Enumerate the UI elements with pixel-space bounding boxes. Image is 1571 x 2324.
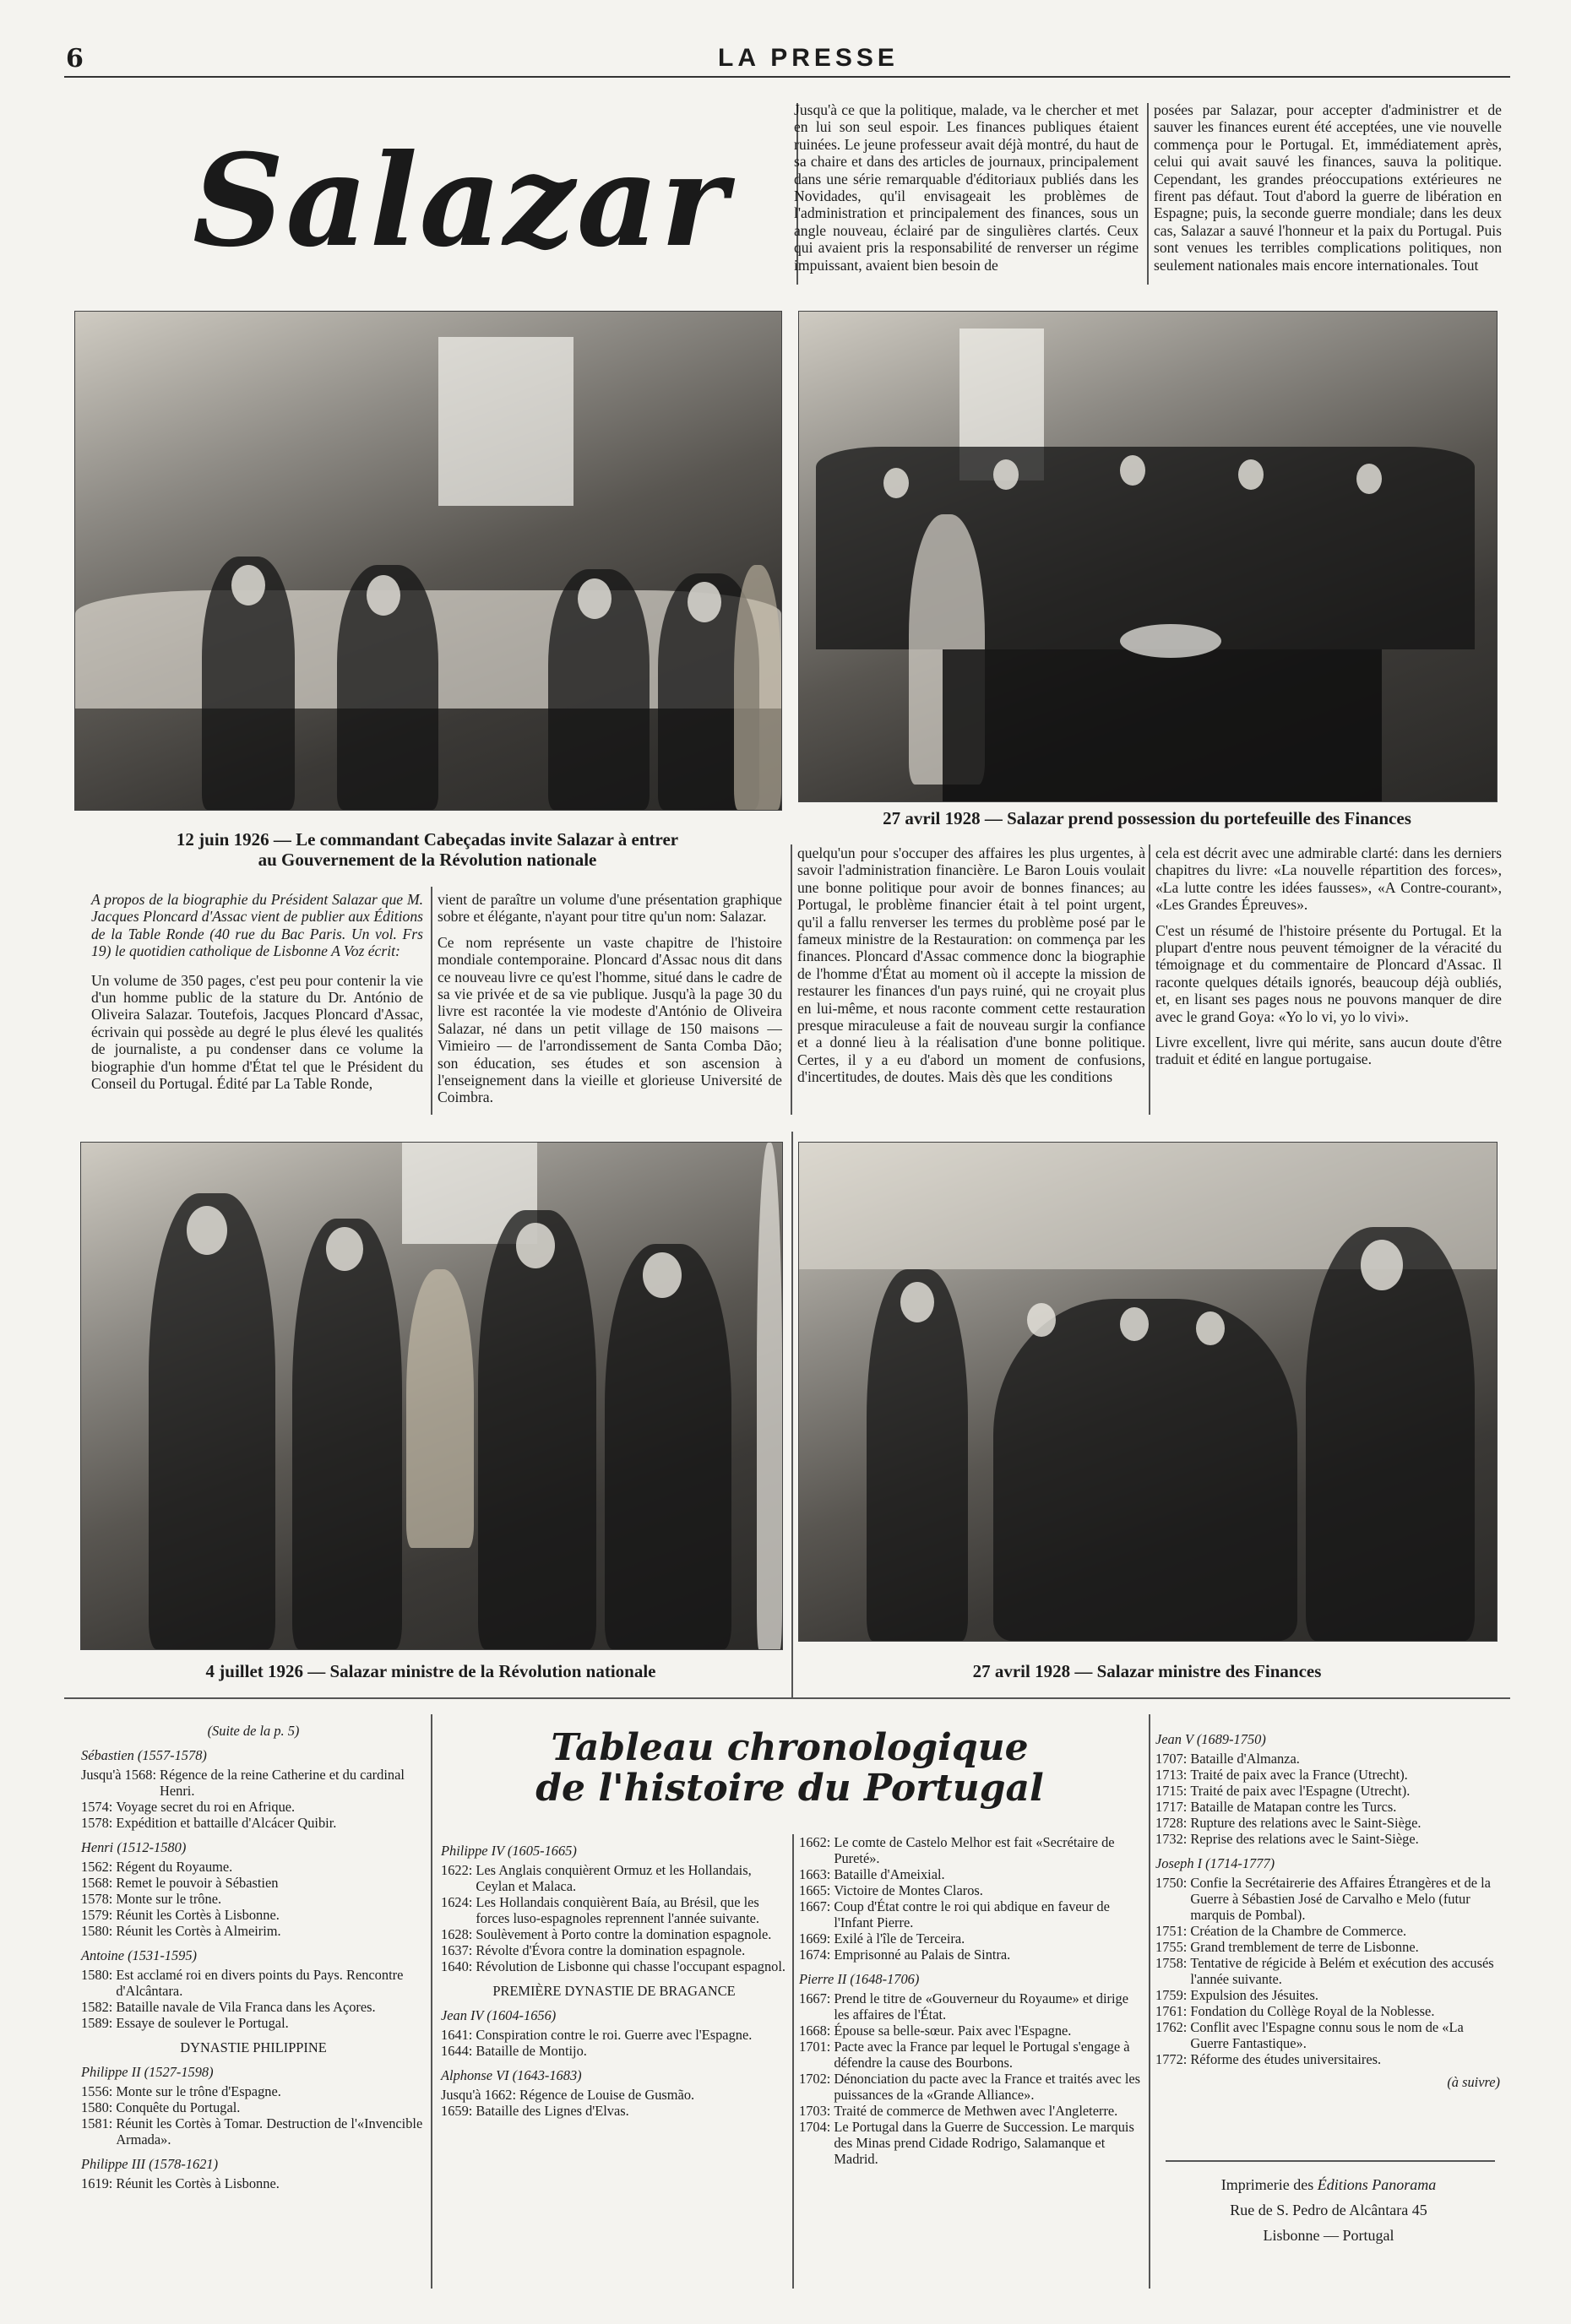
entry-text: Épouse sa belle-sœur. Paix avec l'Espagne. bbox=[834, 2023, 1072, 2039]
chronology-entry bbox=[799, 2023, 1142, 2039]
entry-year: 1582: bbox=[81, 1999, 113, 2015]
chronology-entry bbox=[1155, 1815, 1500, 1831]
imprint-rule bbox=[1166, 2160, 1495, 2162]
chronology-entry bbox=[81, 2083, 426, 2099]
entry-text: Monte sur le trône d'Espagne. bbox=[116, 2083, 281, 2099]
entry-text: Prend le titre de «Gouverneur du Royaume» et dirige les affaires de l'État. bbox=[834, 1990, 1128, 2023]
chronology-entry bbox=[1155, 1831, 1500, 1847]
chronology-col4 bbox=[1155, 1723, 1500, 2090]
chronology-heading: Philippe II (1527-1598) bbox=[81, 2064, 214, 2080]
column-rule bbox=[791, 1132, 793, 1697]
entry-text: Traité de commerce de Methwen avec l'Angleterre. bbox=[834, 2103, 1118, 2119]
entry-year: 1750: bbox=[1155, 1875, 1188, 1891]
entry-year: 1663: bbox=[799, 1866, 831, 1882]
to-follow-note: (à suivre) bbox=[1447, 2074, 1500, 2090]
imprint bbox=[1155, 2172, 1502, 2248]
imprint-line: Imprimerie des Éditions Panorama bbox=[1220, 2176, 1437, 2193]
chronology-entry bbox=[799, 1930, 1142, 1947]
entry-year: 1644: bbox=[441, 2043, 473, 2059]
chronology-col3 bbox=[799, 1834, 1142, 2167]
chronology-heading: Jean IV (1604-1656) bbox=[441, 2007, 557, 2023]
entry-text: Tentative de régicide à Belém et exécution des accusés l'année suivante. bbox=[1190, 1955, 1494, 1987]
chronology-entry bbox=[441, 2087, 787, 2103]
paragraph: cela est décrit avec une admirable clarté: dans les derniers chapitres du livre: «La nouvelle répartition des forces», «La lutte contre les idées fausses», «A Contre-courant», «Les Grandes Épreuves». bbox=[1155, 844, 1502, 914]
chronology-entries bbox=[441, 1843, 787, 2119]
top-text-col2 bbox=[1154, 101, 1502, 282]
photo-finances-ceremony bbox=[798, 311, 1498, 802]
page-number: 6 bbox=[66, 44, 84, 73]
entry-text: Grand tremblement de terre de Lisbonne. bbox=[1190, 1939, 1419, 1955]
entry-year: 1667: bbox=[799, 1898, 831, 1914]
newspaper-name: LA PRESSE bbox=[718, 44, 899, 72]
continued-note: (Suite de la p. 5) bbox=[207, 1723, 300, 1739]
entry-year: 1640: bbox=[441, 1958, 473, 1974]
entry-year: 1668: bbox=[799, 2023, 831, 2039]
article-intro: A propos de la biographie du Président Salazar que M. Jacques Ploncard d'Assac vient de publier aux Éditions de la Table Ronde (40 rue du Bac Paris. Un vol. Frs 19) le quotidien catholique de Lisbonne A Voz écrit: bbox=[91, 891, 423, 960]
entry-text: Bataille de Matapan contre les Turcs. bbox=[1190, 1799, 1397, 1815]
photo-minister-revolution bbox=[80, 1142, 783, 1650]
chronology-entry bbox=[81, 1799, 426, 1815]
imprint-line: Lisbonne — Portugal bbox=[1263, 2227, 1394, 2244]
entry-text: Les Hollandais conquièrent Baía, au Brésil, que les forces luso-espagnoles reprennent l'année suivante. bbox=[476, 1894, 759, 1926]
chronology-entry bbox=[81, 1923, 426, 1939]
entry-year: 1562: bbox=[81, 1859, 113, 1875]
chronology-entry bbox=[81, 1767, 426, 1799]
entry-year: Jusqu'à 1662: bbox=[441, 2087, 517, 2103]
chronology-entry bbox=[799, 1866, 1142, 1882]
chronology-entry bbox=[81, 1859, 426, 1875]
entry-year: 1579: bbox=[81, 1907, 113, 1923]
chronology-entry bbox=[81, 1967, 426, 1999]
photo-cabecadas-salazar bbox=[74, 311, 782, 811]
entry-text: Bataille d'Almanza. bbox=[1190, 1751, 1300, 1767]
entry-year: 1578: bbox=[81, 1891, 113, 1907]
chronology-entry bbox=[441, 2027, 787, 2043]
entry-year: 1762: bbox=[1155, 2019, 1188, 2035]
section-rule bbox=[64, 1697, 1510, 1699]
entry-year: 1669: bbox=[799, 1930, 831, 1947]
entry-year: 1578: bbox=[81, 1815, 113, 1831]
entry-text: Réforme des études universitaires. bbox=[1190, 2051, 1382, 2067]
chronology-heading: Pierre II (1648-1706) bbox=[799, 1971, 920, 1987]
chronology-heading: DYNASTIE PHILIPPINE bbox=[180, 2039, 327, 2055]
chronology-heading: Sébastien (1557-1578) bbox=[81, 1747, 207, 1763]
column-rule bbox=[1147, 103, 1149, 285]
chronology-entry bbox=[441, 1926, 787, 1942]
entry-text: Réunit les Cortès à Tomar. Destruction de l'«Invencible Armada». bbox=[116, 2115, 423, 2148]
entry-text: Le Portugal dans la Guerre de Succession. Le marquis des Minas prend Cidade Rodrigo, Salamanque et Madrid. bbox=[834, 2119, 1134, 2167]
chronology-entries bbox=[799, 1834, 1142, 2167]
entry-text: Réunit les Cortès à Lisbonne. bbox=[116, 1907, 280, 1923]
chronology-entry bbox=[81, 2175, 426, 2191]
chronology-entry bbox=[1155, 1767, 1500, 1783]
entry-text: Conquête du Portugal. bbox=[116, 2099, 241, 2115]
entry-year: 1659: bbox=[441, 2103, 473, 2119]
chronology-heading: Alphonse VI (1643-1683) bbox=[441, 2067, 582, 2083]
entry-year: 1624: bbox=[441, 1894, 473, 1910]
chronology-entry bbox=[441, 2043, 787, 2059]
chronology-entry bbox=[1155, 2019, 1500, 2051]
entry-text: Révolution de Lisbonne qui chasse l'occupant espagnol. bbox=[476, 1958, 786, 1974]
entry-year: 1568: bbox=[81, 1875, 113, 1891]
entry-text: Coup d'État contre le roi qui abdique en faveur de l'Infant Pierre. bbox=[834, 1898, 1110, 1930]
entry-year: 1755: bbox=[1155, 1939, 1188, 1955]
entry-text: Bataille navale de Vila Franca dans les Açores. bbox=[116, 1999, 376, 2015]
chronology-heading: Philippe III (1578-1621) bbox=[81, 2156, 219, 2172]
entry-text: Traité de paix avec la France (Utrecht). bbox=[1190, 1767, 1408, 1783]
paragraph: Jusqu'à ce que la politique, malade, va le chercher et met en lui son seul espoir. Les finances publiques étaient ruinées. Le jeune professeur avait déjà montré, du haut de sa chaire et dans des articles de journaux, principalement dans une série remarquable d'éditoriaux publiés dans les Novidades, qu'il envisageait les problèmes de l'administration et principalement des finances, sous un angle nouveau, éclairé par de singulières clartés. Ceux qui avaient pris la responsabilité de renverser un régime impuissant, avaient bien besoin de bbox=[794, 101, 1139, 274]
entry-text: Régent du Royaume. bbox=[116, 1859, 233, 1875]
chronology-entry bbox=[799, 1834, 1142, 1866]
entry-year: 1707: bbox=[1155, 1751, 1188, 1767]
entry-year: 1574: bbox=[81, 1799, 113, 1815]
paragraph: posées par Salazar, pour accepter d'administrer et de sauver les finances eurent été acceptées, une vie nouvelle commença pour le Portugal. Et, immédiatement après, celui qui avait sauvé les finances, sauva la politique. Cependant, les grandes préoccupations extérieures ne firent pas défaut. Tout d'abord la guerre de libération en Espagne; puis, la seconde guerre mondiale; dans les deux cas, Salazar a sauvé l'honneur et la paix du Portugal. Puis sont venues les terribles complications politiques, non seulement nationales mais encore internationales. Tout bbox=[1154, 101, 1502, 274]
entry-year: 1758: bbox=[1155, 1955, 1188, 1971]
entry-year: 1772: bbox=[1155, 2051, 1188, 2067]
chronology-heading: Philippe IV (1605-1665) bbox=[441, 1843, 577, 1859]
chronology-entry bbox=[1155, 1875, 1500, 1923]
entry-year: 1713: bbox=[1155, 1767, 1188, 1783]
entry-year: 1556: bbox=[81, 2083, 113, 2099]
chronology-entry bbox=[1155, 2003, 1500, 2019]
article-col2 bbox=[438, 891, 782, 1115]
entry-year: 1715: bbox=[1155, 1783, 1188, 1799]
entry-text: Régence de Louise de Gusmão. bbox=[519, 2087, 695, 2103]
chronology-entry bbox=[1155, 1955, 1500, 1987]
entry-text: Les Anglais conquièrent Ormuz et les Hollandais, Ceylan et Malaca. bbox=[476, 1862, 752, 1894]
entry-year: 1751: bbox=[1155, 1923, 1188, 1939]
entry-year: Jusqu'à 1568: bbox=[81, 1767, 157, 1783]
column-rule bbox=[792, 1834, 794, 2289]
entry-text: Conspiration contre le roi. Guerre avec l'Espagne. bbox=[476, 2027, 753, 2043]
page-title: Salazar bbox=[193, 127, 730, 275]
chronology-entry bbox=[799, 1990, 1142, 2023]
chronology-entry bbox=[81, 1891, 426, 1907]
entry-year: 1674: bbox=[799, 1947, 831, 1963]
column-rule bbox=[791, 844, 792, 1115]
paragraph: Ce nom représente un vaste chapitre de l'histoire mondiale contemporaine. Ploncard d'Assac nous dit dans ce nouveau livre ce qu'est l'homme, situé dans le cadre de sa vie privée et de sa vie publique. Jusqu'à la page 30 du livre est racontée la vie modeste d'António de Oliveira Salazar, né dans un petit village de 150 maisons — Vimieiro — de l'arrondissement de Santa Comba Dão; son éducation, ses études et son ascension à l'enseignement dans la vieille et glorieuse Université de Coimbra. bbox=[438, 933, 782, 1106]
entry-year: 1728: bbox=[1155, 1815, 1188, 1831]
chronology-entry bbox=[799, 1947, 1142, 1963]
chronology-entry bbox=[441, 2103, 787, 2119]
entry-year: 1667: bbox=[799, 1990, 831, 2006]
chronology-entry bbox=[81, 1907, 426, 1923]
chronology-entry bbox=[1155, 1783, 1500, 1799]
photo-caption-4: 27 avril 1928 — Salazar ministre des Finances bbox=[972, 1661, 1322, 1681]
chronology-entries bbox=[1155, 1731, 1500, 2067]
entry-text: Conflit avec l'Espagne connu sous le nom de «La Guerre Fantastique». bbox=[1190, 2019, 1464, 2051]
chronology-entry bbox=[799, 2103, 1142, 2119]
caption-line: 12 juin 1926 — Le commandant Cabeçadas invite Salazar à entrer bbox=[176, 829, 679, 850]
entry-text: Emprisonné au Palais de Sintra. bbox=[834, 1947, 1011, 1963]
entry-year: 1665: bbox=[799, 1882, 831, 1898]
entry-year: 1637: bbox=[441, 1942, 473, 1958]
entry-year: 1759: bbox=[1155, 1987, 1188, 2003]
chronology-entry bbox=[81, 1999, 426, 2015]
chronology-entry bbox=[1155, 1939, 1500, 1955]
entry-text: Le comte de Castelo Melhor est fait «Secrétaire de Pureté». bbox=[834, 1834, 1115, 1866]
chronology-col1 bbox=[81, 1723, 426, 2191]
chronology-entry bbox=[81, 1875, 426, 1891]
entry-text: Exilé à l'île de Terceira. bbox=[834, 1930, 965, 1947]
chronology-entry bbox=[799, 2071, 1142, 2103]
chronology-entry bbox=[1155, 1799, 1500, 1815]
entry-text: Fondation du Collège Royal de la Noblesse. bbox=[1190, 2003, 1435, 2019]
entry-text: Réunit les Cortès à Lisbonne. bbox=[116, 2175, 280, 2191]
chronology-entry bbox=[799, 1882, 1142, 1898]
entry-text: Révolte d'Évora contre la domination espagnole. bbox=[476, 1942, 746, 1958]
chronology-col2 bbox=[441, 1834, 787, 2119]
top-text-col1 bbox=[794, 101, 1139, 282]
chronology-heading: Jean V (1689-1750) bbox=[1155, 1731, 1266, 1747]
header-rule bbox=[64, 76, 1510, 78]
entry-year: 1580: bbox=[81, 1967, 113, 1983]
paragraph: Un volume de 350 pages, c'est peu pour contenir la vie d'un homme public de la stature du Dr. António de Oliveira Salazar. Toutefois, Jacques Ploncard d'Assac, écrivain qui possède au degré le plus élevé les qualités de journaliste, a pu condenser dans ce volume la biographie d'un homme d'État tel que le Président du Conseil du Portugal. Édité par La Table Ronde, bbox=[91, 971, 423, 1093]
entry-year: 1701: bbox=[799, 2039, 831, 2055]
entry-text: Reprise des relations avec le Saint-Siège. bbox=[1190, 1831, 1419, 1847]
chronology-entry bbox=[441, 1942, 787, 1958]
column-rule bbox=[431, 1714, 432, 2289]
entry-year: 1717: bbox=[1155, 1799, 1188, 1815]
entry-year: 1589: bbox=[81, 2015, 113, 2031]
entry-text: Expédition et battaille d'Alcácer Quibir. bbox=[116, 1815, 337, 1831]
paragraph: vient de paraître un volume d'une présentation graphique sobre et élégante, n'ayant pour titre qu'un nom: Salazar. bbox=[438, 891, 782, 926]
entry-text: Confie la Secrétairerie des Affaires Étrangères et de la Guerre à Sébastien José de Carvalho e Melo (futur marquis de Pombal). bbox=[1190, 1875, 1491, 1923]
entry-text: Victoire de Montes Claros. bbox=[834, 1882, 983, 1898]
entry-year: 1702: bbox=[799, 2071, 831, 2087]
paragraph: Livre excellent, livre qui mérite, sans aucun doute d'être traduit et édité en langue portugaise. bbox=[1155, 1034, 1502, 1068]
entry-text: Réunit les Cortès à Almeirim. bbox=[116, 1923, 281, 1939]
article-col3 bbox=[797, 844, 1145, 1094]
photo-caption-3: 4 juillet 1926 — Salazar ministre de la Révolution nationale bbox=[205, 1661, 656, 1681]
entry-text: Traité de paix avec l'Espagne (Utrecht). bbox=[1190, 1783, 1411, 1799]
photo-caption-2: 27 avril 1928 — Salazar prend possession du portefeuille des Finances bbox=[883, 808, 1411, 828]
entry-text: Essaye de soulever le Portugal. bbox=[116, 2015, 289, 2031]
entry-text: Voyage secret du roi en Afrique. bbox=[116, 1799, 296, 1815]
entry-text: Pacte avec la France par lequel le Portugal s'engage à défendre la cause des Bourbons. bbox=[834, 2039, 1130, 2071]
chronology-entry bbox=[441, 1862, 787, 1894]
chronology-heading: Joseph I (1714-1777) bbox=[1155, 1855, 1275, 1871]
entry-text: Bataille des Lignes d'Elvas. bbox=[476, 2103, 629, 2119]
photo-minister-finances bbox=[798, 1142, 1498, 1642]
column-rule bbox=[431, 887, 432, 1115]
entry-text: Expulsion des Jésuites. bbox=[1190, 1987, 1318, 2003]
chronology-entry bbox=[81, 2099, 426, 2115]
entry-text: Monte sur le trône. bbox=[116, 1891, 222, 1907]
imprint-line: Rue de S. Pedro de Alcântara 45 bbox=[1230, 2202, 1427, 2218]
entry-text: Remet le pouvoir à Sébastien bbox=[116, 1875, 279, 1891]
entry-year: 1641: bbox=[441, 2027, 473, 2043]
caption-line: au Gouvernement de la Révolution nationale bbox=[258, 850, 597, 870]
entry-text: Rupture des relations avec le Saint-Siège. bbox=[1190, 1815, 1422, 1831]
chronology-heading: Antoine (1531-1595) bbox=[81, 1947, 198, 1963]
entry-year: 1704: bbox=[799, 2119, 831, 2135]
chronology-entry bbox=[1155, 2051, 1500, 2067]
chronology-entry bbox=[81, 2015, 426, 2031]
entry-text: Soulèvement à Porto contre la domination espagnole. bbox=[476, 1926, 772, 1942]
entry-year: 1628: bbox=[441, 1926, 473, 1942]
chronology-entry bbox=[799, 2039, 1142, 2071]
entry-text: Création de la Chambre de Commerce. bbox=[1190, 1923, 1407, 1939]
entry-text: Est acclamé roi en divers points du Pays. Rencontre d'Alcântara. bbox=[116, 1967, 404, 1999]
entry-year: 1581: bbox=[81, 2115, 113, 2131]
chronology-entry bbox=[81, 1815, 426, 1831]
entry-text: Bataille d'Ameixial. bbox=[834, 1866, 945, 1882]
chronology-heading: PREMIÈRE DYNASTIE DE BRAGANCE bbox=[492, 1983, 736, 1999]
entry-year: 1732: bbox=[1155, 1831, 1188, 1847]
entry-year: 1619: bbox=[81, 2175, 113, 2191]
chronology-entry bbox=[1155, 1987, 1500, 2003]
chronology-entry bbox=[1155, 1751, 1500, 1767]
entry-year: 1580: bbox=[81, 2099, 113, 2115]
entry-year: 1580: bbox=[81, 1923, 113, 1939]
article-col1 bbox=[91, 891, 423, 1100]
entry-text: Régence de la reine Catherine et du cardinal Henri. bbox=[160, 1767, 405, 1799]
article-col4 bbox=[1155, 844, 1502, 1077]
chronology-heading: Henri (1512-1580) bbox=[81, 1839, 187, 1855]
entry-year: 1622: bbox=[441, 1862, 473, 1878]
column-rule bbox=[1149, 844, 1150, 1115]
chronology-entry bbox=[799, 1898, 1142, 1930]
entry-text: Dénonciation du pacte avec la France et traités avec les puissances de la «Grande Alliance». bbox=[834, 2071, 1141, 2103]
photo-caption-1 bbox=[74, 829, 780, 870]
chronology-entry bbox=[441, 1894, 787, 1926]
entry-year: 1703: bbox=[799, 2103, 831, 2119]
chronology-entries bbox=[81, 1747, 426, 2191]
chronology-title-line: de l'histoire du Portugal bbox=[535, 1767, 1044, 1810]
column-rule bbox=[1149, 1714, 1150, 2289]
chronology-title bbox=[439, 1728, 1140, 1809]
paragraph: quelqu'un pour s'occuper des affaires les plus urgentes, à savoir l'administration financière. Le Baron Louis voulait une bonne politique pour avoir de bonnes finances; au Portugal, le problème financier était à tel point urgent, qu'il a fallu renverser les termes du problème posé par le fameux ministre de la Restauration: on commença par les finances. Ploncard d'Assac commence donc la biographie de l'homme d'État au moment où il accepte la mission de restaurer les finances d'un pays ruiné, qui ne croyait plus en lui-même, et nous raconte comment cette restauration presque miraculeuse a fait de nouveau surgir la confiance et a donné lieu à la réalisation d'une bonne politique. Certes, il y a eu d'abord un moment de confusions, d'incertitudes, de doutes. Mais dès que les conditions bbox=[797, 844, 1145, 1086]
chronology-entry bbox=[1155, 1923, 1500, 1939]
entry-year: 1761: bbox=[1155, 2003, 1188, 2019]
chronology-entry bbox=[441, 1958, 787, 1974]
chronology-entry bbox=[799, 2119, 1142, 2167]
chronology-title-line: Tableau chronologique bbox=[551, 1726, 1029, 1769]
entry-year: 1662: bbox=[799, 1834, 831, 1850]
paragraph: C'est un résumé de l'histoire présente du Portugal. Et la plupart d'entre nous peuvent témoigner de la véracité du témoignage et du commentaire de Ploncard d'Assac. Il raconte quelques détails ignorés, beaucoup déjà oubliés, et, en lisant ses pages nous ne pouvons manquer de dire avec le grand Goya: «Yo lo vi, yo lo vivi». bbox=[1155, 921, 1502, 1025]
entry-text: Bataille de Montijo. bbox=[476, 2043, 587, 2059]
chronology-entry bbox=[81, 2115, 426, 2148]
